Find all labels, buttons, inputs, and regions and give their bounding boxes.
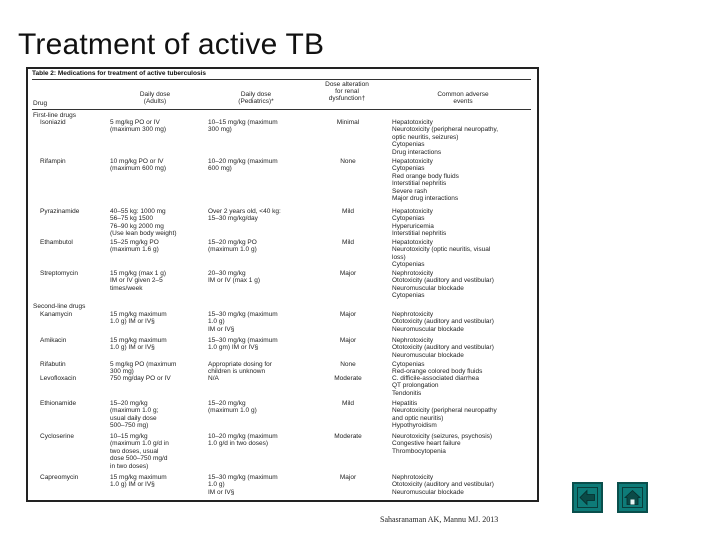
- col-header-renal: Dose alteration for renal dysfunction†: [325, 81, 369, 102]
- pediatric-dose: 15–30 mg/kg (maximum 1.0 g) IM or IV§: [208, 474, 278, 496]
- adverse-events: Hepatotoxicity Cytopenias Red orange body fluids Interstitial nephritis Severe rash Major drug interactions: [392, 158, 459, 203]
- drug-name: Amikacin: [40, 337, 67, 344]
- adverse-events: Nephrotoxicity Ototoxicity (auditory and vestibular) Neuromuscular blockade: [392, 311, 494, 333]
- pediatric-dose: 10–20 mg/kg (maximum 600 mg): [208, 158, 278, 173]
- pediatric-dose: Appropriate dosing for children is unknown: [208, 361, 272, 376]
- renal-alteration: Moderate: [334, 375, 362, 382]
- back-button[interactable]: [572, 482, 603, 513]
- renal-alteration: Mild: [342, 208, 354, 215]
- adult-dose: 15 mg/kg maximum 1.0 g) IM or IV§: [110, 337, 167, 352]
- drug-name: Rifampin: [40, 158, 66, 165]
- adverse-events: C. difficile-associated diarrhea QT prolongation Tendonitis: [392, 375, 479, 397]
- renal-alteration: Moderate: [334, 433, 362, 440]
- adult-dose: 15 mg/kg (max 1 g) IM or IV given 2–5 times/week: [110, 270, 166, 292]
- renal-alteration: Major: [339, 270, 357, 277]
- drug-name: Levofloxacin: [40, 375, 77, 382]
- renal-alteration: None: [340, 158, 356, 165]
- drug-name: Capreomycin: [40, 474, 79, 481]
- renal-alteration: Minimal: [336, 119, 360, 126]
- col-header-peds: Daily dose (Pediatrics)*: [238, 91, 274, 105]
- drug-name: Cycloserine: [40, 433, 74, 440]
- adult-dose: 10 mg/kg PO or IV (maximum 600 mg): [110, 158, 166, 173]
- adverse-events: Hepatotoxicity Cytopenias Hyperuricemia Interstitial nephritis: [392, 208, 447, 238]
- drug-name: Isoniazid: [40, 119, 66, 126]
- adverse-events: Neurotoxicity (seizures, psychosis) Congestive heart failure Thrombocytopenia: [392, 433, 493, 455]
- adult-dose: 10–15 mg/kg (maximum 1.0 g/d in two doses, usual dose 500–750 mg/d in two doses): [110, 433, 169, 470]
- adult-dose: 5 mg/kg PO (maximum 300 mg): [110, 361, 177, 376]
- drug-name: Pyrazinamide: [40, 208, 80, 215]
- drug-name: Ethionamide: [40, 400, 77, 407]
- medication-table: [26, 67, 539, 502]
- renal-alteration: None: [340, 361, 356, 368]
- adult-dose: 40–55 kg: 1000 mg 56–75 kg 1500 76–90 kg 2000 mg (Use lean body weight): [110, 208, 177, 238]
- adverse-events: Cytopenias Red-orange colored body fluids: [392, 361, 483, 376]
- pediatric-dose: N/A: [208, 375, 219, 382]
- header-bottom-rule: [32, 109, 531, 110]
- drug-name: Rifabutin: [40, 361, 66, 368]
- citation: Sahasranaman AK, Mannu MJ. 2013: [380, 515, 499, 524]
- pediatric-dose: 20–30 mg/kg IM or IV (max 1 g): [208, 270, 261, 285]
- header-top-rule: [32, 79, 531, 80]
- adult-dose: 750 mg/day PO or IV: [110, 375, 171, 382]
- drug-name: Kanamycin: [40, 311, 73, 318]
- slide-title: Treatment of active TB: [18, 28, 325, 61]
- col-header-adverse: Common adverse events: [437, 91, 489, 105]
- section-first-line: First-line drugs: [33, 112, 76, 119]
- section-second-line: Second-line drugs: [33, 303, 86, 310]
- adult-dose: 5 mg/kg PO or IV (maximum 300 mg): [110, 119, 166, 134]
- col-header-adult: Daily dose (Adults): [139, 91, 171, 105]
- adult-dose: 15 mg/kg maximum 1.0 g) IM or IV§: [110, 474, 167, 489]
- drug-name: Ethambutol: [40, 239, 73, 246]
- adult-dose: 15–20 mg/kg (maximum 1.0 g; usual daily dose 500–750 mg): [110, 400, 159, 430]
- pediatric-dose: 10–20 mg/kg (maximum 1.0 g/d in two doses): [208, 433, 278, 448]
- adverse-events: Nephrotoxicity Ototoxicity (auditory and vestibular) Neuromuscular blockade Cytopenias: [392, 270, 494, 300]
- table-caption: Table 2: Medications for treatment of active tuberculosis: [32, 70, 206, 77]
- adverse-events: Hepatotoxicity Neurotoxicity (peripheral neuropathy, optic neuritis, seizures) Cytopenias Drug interactions: [392, 119, 499, 156]
- drug-name: Streptomycin: [40, 270, 78, 277]
- col-header-drug: Drug: [33, 100, 48, 107]
- pediatric-dose: Over 2 years old, <40 kg: 15–30 mg/kg/day: [208, 208, 281, 223]
- adverse-events: Hepatitis Neurotoxicity (peripheral neuropathy and optic neuritis) Hypothyroidism: [392, 400, 497, 430]
- adverse-events: Nephrotoxicity Ototoxicity (auditory and vestibular) Neuromuscular blockade: [392, 337, 494, 359]
- pediatric-dose: 15–30 mg/kg (maximum 1.0 g) IM or IV§: [208, 311, 278, 333]
- adverse-events: Hepatotoxicity Neurotoxicity (optic neuritis, visual loss) Cytopenias: [392, 239, 491, 269]
- renal-alteration: Major: [339, 337, 357, 344]
- adult-dose: 15–25 mg/kg PO (maximum 1.6 g): [110, 239, 159, 254]
- home-button[interactable]: [617, 482, 648, 513]
- adverse-events: Nephrotoxicity Ototoxicity (auditory and vestibular) Neuromuscular blockade: [392, 474, 494, 496]
- renal-alteration: Mild: [342, 400, 354, 407]
- renal-alteration: Mild: [342, 239, 354, 246]
- pediatric-dose: 10–15 mg/kg (maximum 300 mg): [208, 119, 278, 134]
- pediatric-dose: 15–20 mg/kg PO (maximum 1.0 g): [208, 239, 257, 254]
- pediatric-dose: 15–30 mg/kg (maximum 1.0 gm) IM or IV§: [208, 337, 278, 352]
- renal-alteration: Major: [339, 311, 357, 318]
- adult-dose: 15 mg/kg maximum 1.0 g) IM or IV§: [110, 311, 167, 326]
- pediatric-dose: 15–20 mg/kg (maximum 1.0 g): [208, 400, 257, 415]
- renal-alteration: Major: [339, 474, 357, 481]
